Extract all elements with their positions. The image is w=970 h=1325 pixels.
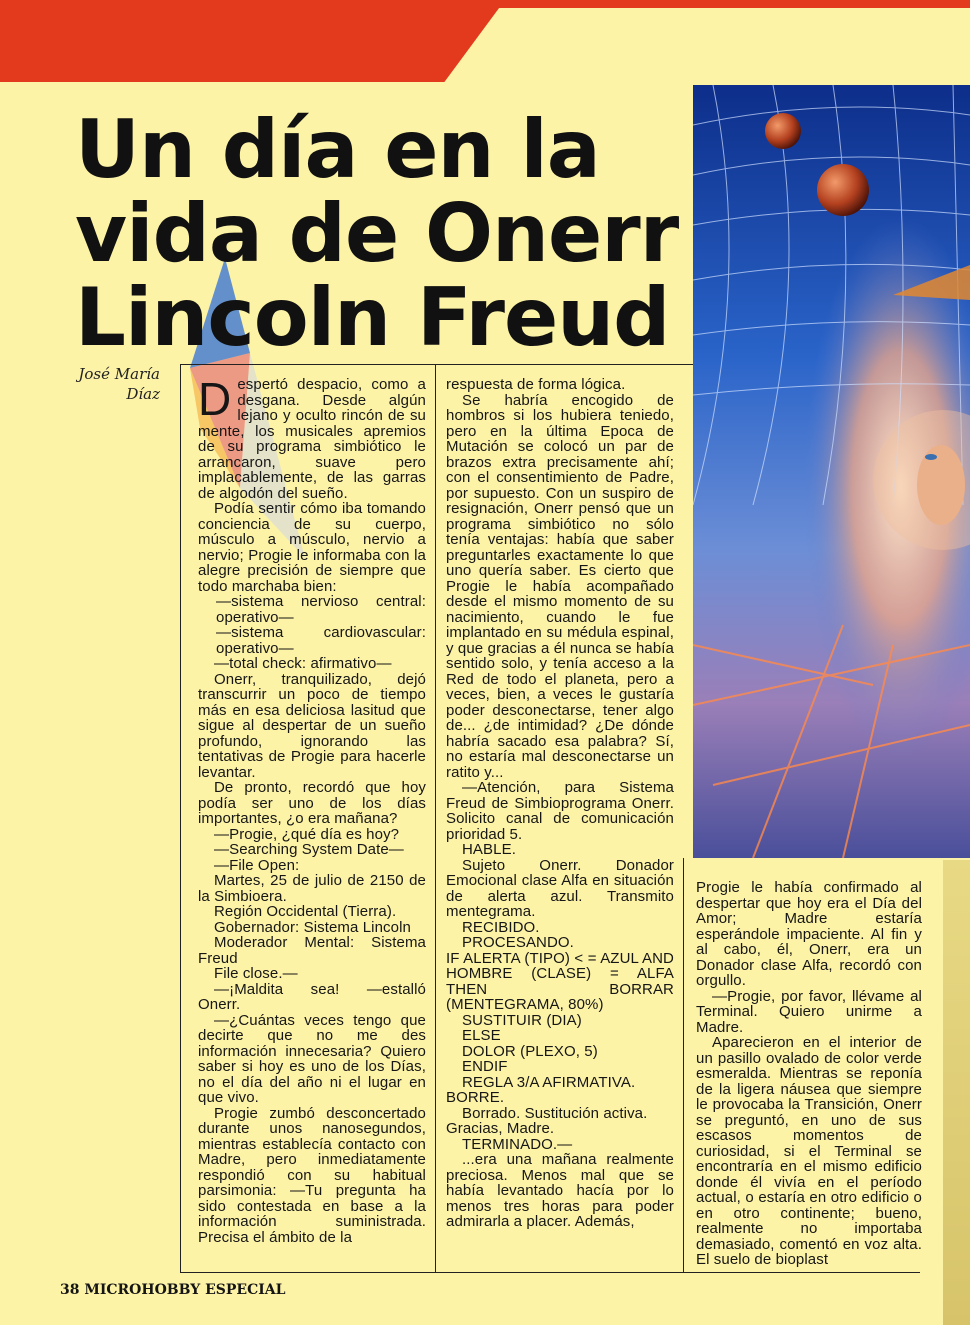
paragraph: REGLA 3/A AFIRMATIVA. xyxy=(462,1073,636,1091)
paragraph: IF ALERTA (TIPO) < = AZUL AND HOMBRE (CLASE) = ALFA THEN BORRAR (MENTEGRAMA, 80%) xyxy=(446,949,674,1013)
paragraph: —sistema nervioso central: operativo— xyxy=(216,593,426,626)
title-line-2: vida de Onerr xyxy=(75,187,679,280)
paragraph: ...era una mañana realmente preciosa. Menos mal que se había levantado hacía por lo menos tres horas para poder admirarla a placer. Además, xyxy=(446,1151,674,1230)
paragraph: DOLOR (PLEXO, 5) xyxy=(462,1042,598,1060)
paragraph: BORRE. xyxy=(446,1089,505,1106)
paragraph: —Atención, para Sistema Freud de Simbioprograma Onerr. Solicito canal de comunicación prioridad 5. xyxy=(446,779,674,843)
paragraph: Sujeto Onerr. Donador Emocional clase Alfa en situación de alerta azul. Transmito mentegrama. xyxy=(446,856,674,920)
paragraph: Moderador Mental: Sistema Freud xyxy=(198,934,426,967)
paragraph: —Progie, por favor, llévame al Terminal. Quiero unirme a Madre. xyxy=(696,987,922,1036)
paragraph: Onerr, tranquilizado, dejó transcurrir un poco de tiempo más en esa deliciosa lasitud que sigue al despertar de un sueño profundo, ignorando las tentativas de Progie para hacerle levantar. xyxy=(198,670,426,781)
author-line-2: Díaz xyxy=(126,385,160,403)
author-line-1: José María xyxy=(78,365,160,383)
article-column-3 xyxy=(696,880,922,1268)
column-left-rule xyxy=(180,364,181,1272)
column-bottom-rule xyxy=(180,1272,920,1273)
column-divider-1 xyxy=(435,364,436,1272)
column-top-rule xyxy=(180,364,693,365)
dropcap: D xyxy=(198,373,232,425)
paragraph: HABLE. xyxy=(462,841,516,858)
paragraph: RECIBIDO. xyxy=(462,918,540,936)
paragraph: respuesta de forma lógica. xyxy=(446,376,626,393)
paragraph: ENDIF xyxy=(462,1058,508,1075)
magazine-name: MICROHOBBY ESPECIAL xyxy=(84,1282,286,1298)
paragraph: File close.— xyxy=(214,965,298,982)
column-divider-2 xyxy=(683,858,684,1272)
paragraph: Martes, 25 de julio de 2150 de la Simbioera. xyxy=(198,872,426,905)
page-number: 38 xyxy=(60,1282,80,1298)
paragraph: Región Occidental (Tierra). xyxy=(214,903,397,920)
paragraph: Aparecieron en el interior de un pasillo ovalado de color verde esmeralda. Mientras se reponía de la ligera náusea que siempre le provocaba la Transición, Onerr se preguntó, en uno de sus escasos momentos de curiosidad, si el Terminal se encontraría en el mismo edificio donde él vivía en el período actual, o estaría en otro edificio o en otro continente; bueno, realmente no importaba demasiado, comentó en voz alta. El suelo de bioplast xyxy=(696,1034,922,1268)
paragraph: Borrado. Sustitución activa. xyxy=(462,1104,648,1122)
paragraph: Gobernador: Sistema Lincoln xyxy=(214,918,411,936)
paragraph: Se habría encogido de hombros si los hubiera teniedo, pero en la última Epoca de Mutación se colocó un par de brazos extra precisamente ahí; con el consentimiento de Padre, por supuesto. Con un suspiro de resignación, Onerr pensó que un programa simbiótico no sólo tenía ventajas: había que saber preguntarles exactamente lo que uno quería saber. Es cierto que Progie le había acompañado desde el mismo momento de su nacimiento, cuando le fue implantado en su médula espinal, y que gracias a él nunca se había sentido solo, y tenía acceso a la Red de todo el planeta, pero a veces, bien, a veces le gustaría poder desconectarse, tener algo de... ¿de intimidad? ¿De dónde habría sacado esa palabra? Sí, no estaría mal desconectarse un ratito y... xyxy=(446,391,674,781)
next-page-edge xyxy=(943,860,970,1325)
paragraph: Despertó despacio, como a desgana. Desde algún lejano y oculto rincón de su mente, los musicales apremios de su programa simbiótico le arrancaron, suave pero implacablemente, de las garras de algodón del sueño. xyxy=(198,373,426,502)
paragraph: —sistema cardiovascular: operativo— xyxy=(216,624,426,657)
paragraph: —Searching System Date— xyxy=(214,841,404,858)
paragraph: De pronto, recordó que hoy podía ser uno de los días importantes, ¿o era mañana? xyxy=(198,779,426,827)
title-line-1: Un día en la xyxy=(75,103,600,196)
paragraph: —¡Maldita sea! —estalló Onerr. xyxy=(198,980,426,1013)
paragraph: Progie le había confirmado al despertar que hoy era el Día del Amor; Madre estaría esperándole impaciente. Al fin y al cabo, él, Onerr, era un Donador clase Alfa, recordó con orgullo. xyxy=(696,879,922,989)
paragraph: —File Open: xyxy=(214,856,300,874)
paragraph: Podía sentir cómo iba tomando conciencia de su cuerpo, músculo a músculo, nervio a nervio; Progie le informaba con la alegre precisión de siempre que todo marchaba bien: xyxy=(198,500,426,595)
paragraph: Gracias, Madre. xyxy=(446,1120,555,1137)
illustration-space-grid xyxy=(693,85,970,858)
paragraph: ELSE xyxy=(462,1027,501,1044)
article-column-1 xyxy=(198,373,426,1246)
red-banner xyxy=(0,0,505,82)
article-title xyxy=(75,103,695,364)
paragraph: TERMINADO.— xyxy=(462,1135,573,1153)
paragraph: —¿Cuántas veces tengo que decirte que no me des información innecesaria? Quiero saber si hoy es uno de los Días, no el día del año ni el lugar en que vivo. xyxy=(198,1011,426,1106)
paragraph: Progie zumbó desconcertado durante unos nanosegundos, mientras establecía contacto con Madre, pero inmediatamente respondió con su habitual parsimonia: —Tu pregunta ha sido contestada en base a la información suministrada. Precisa el ámbito de la xyxy=(198,1104,426,1246)
paragraph: —total check: afirmativo— xyxy=(214,655,392,672)
title-line-3: Lincoln Freud xyxy=(75,271,670,364)
page-footer xyxy=(60,1282,285,1298)
paragraph: —Progie, ¿qué día es hoy? xyxy=(214,825,400,843)
article-column-2 xyxy=(446,377,674,1230)
paragraph: PROCESANDO. xyxy=(462,934,574,951)
paragraph: SUSTITUIR (DIA) xyxy=(462,1011,582,1029)
author-byline xyxy=(60,364,160,404)
